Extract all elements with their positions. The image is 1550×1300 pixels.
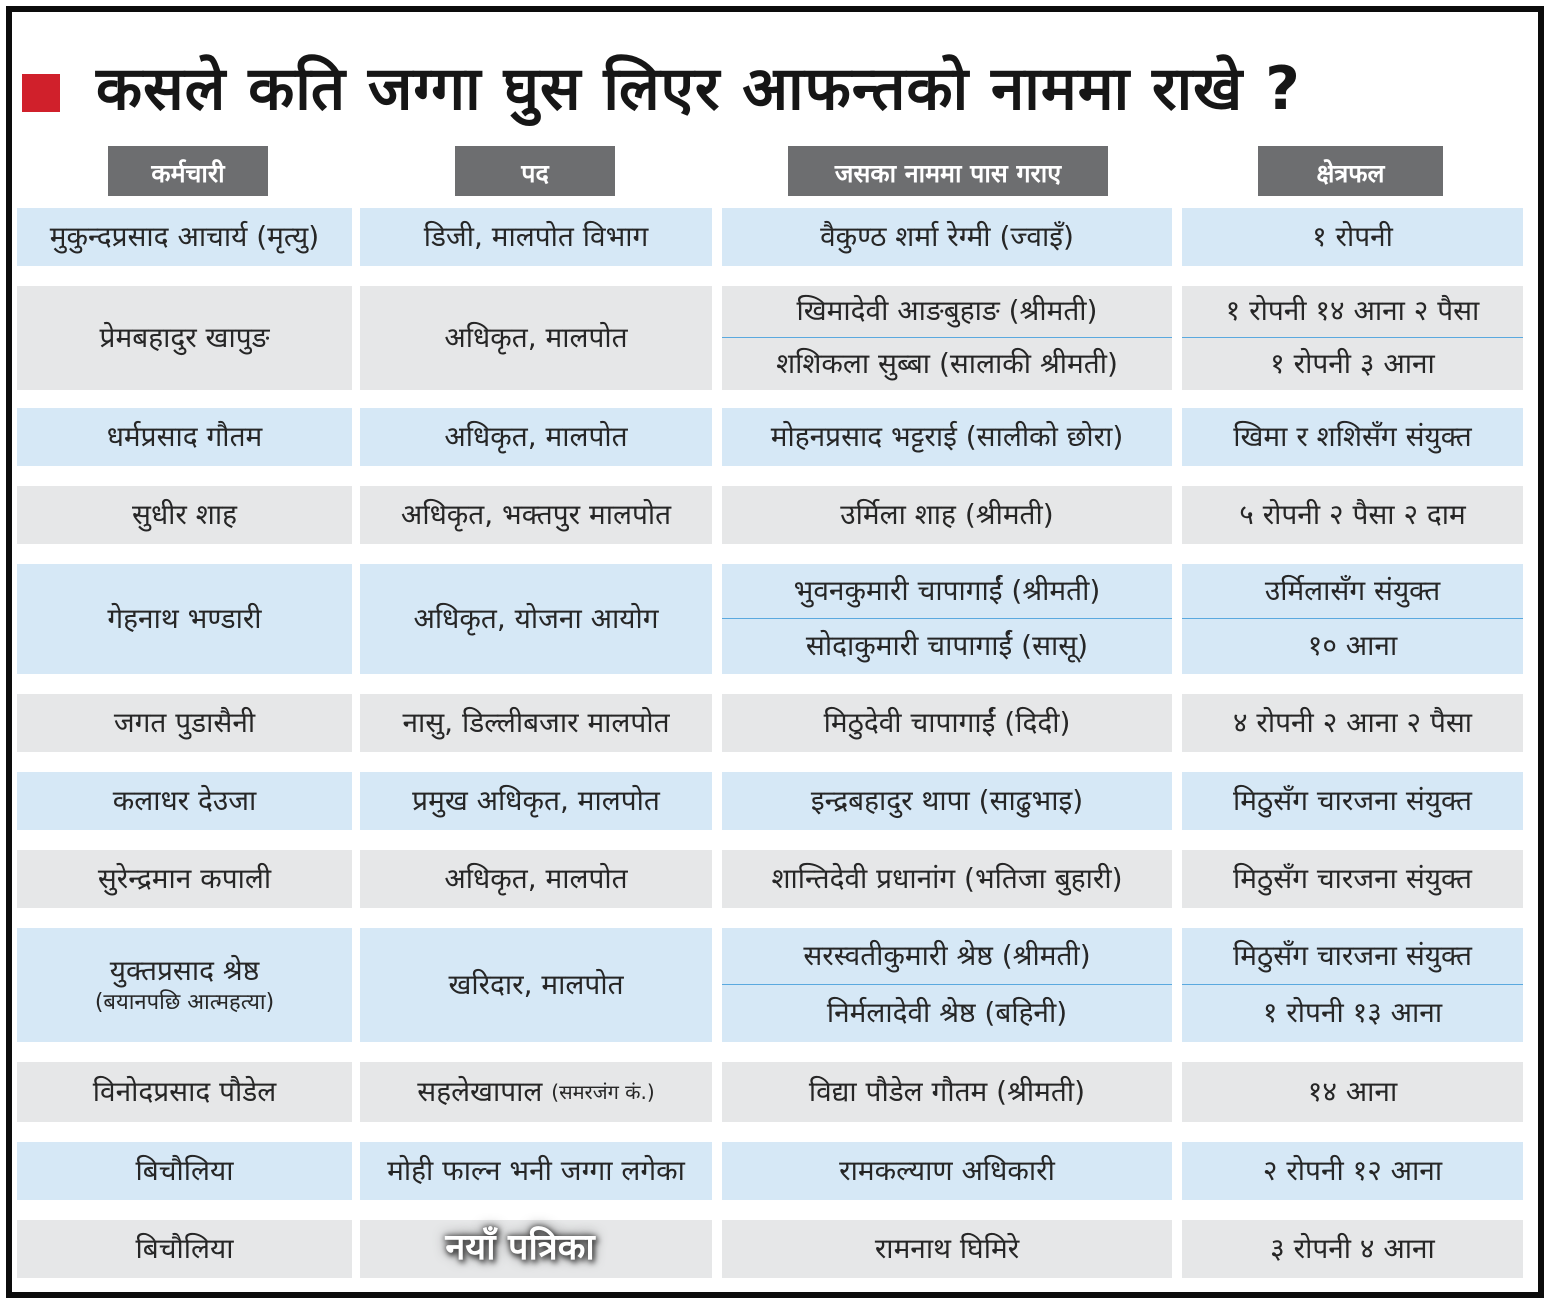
row5-area: ४ रोपनी २ आना २ पैसा xyxy=(1182,694,1523,752)
row10-post: मोही फाल्न भनी जग्गा लगेका xyxy=(360,1142,712,1200)
row0-employee: मुकुन्दप्रसाद आचार्य (मृत्यु) xyxy=(17,208,352,266)
row4-area-1: उर्मिलासँग संयुक्त xyxy=(1182,564,1523,619)
row6-name: इन्द्रबहादुर थापा (साढुभाइ) xyxy=(722,772,1172,830)
row4-employee: गेहनाथ भण्डारी xyxy=(17,564,352,674)
row8-area-2: १ रोपनी १३ आना xyxy=(1262,996,1443,1030)
row11-area: ३ रोपनी ४ आना xyxy=(1182,1220,1523,1278)
row2-post: अधिकृत, मालपोत xyxy=(360,408,712,466)
row1-post: अधिकृत, मालपोत xyxy=(360,286,712,390)
newspaper-watermark: नयाँ पत्रिका xyxy=(445,1227,595,1268)
row9-post-note: (समरजंग कं.) xyxy=(551,1080,655,1104)
row8-employee xyxy=(17,928,352,1042)
row1-employee: प्रेमबहादुर खापुङ xyxy=(17,286,352,390)
header-area: क्षेत्रफल xyxy=(1258,146,1443,196)
row6-employee: कलाधर देउजा xyxy=(17,772,352,830)
row11-name: रामनाथ घिमिरे xyxy=(722,1220,1172,1278)
row1-name-2: शशिकला सुब्बा (सालाकी श्रीमती) xyxy=(776,346,1118,380)
row1-area-2: १ रोपनी ३ आना xyxy=(1270,346,1435,380)
row9-post xyxy=(360,1062,712,1122)
row9-name: विद्या पौडेल गौतम (श्रीमती) xyxy=(722,1062,1172,1122)
row8-area-1: मिठुसँग चारजना संयुक्त xyxy=(1182,928,1523,985)
row8-employee-name: युक्तप्रसाद श्रेष्ठ xyxy=(109,953,260,987)
row1-areas xyxy=(1182,286,1523,390)
row7-employee: सुरेन्द्रमान कपाली xyxy=(17,850,352,908)
row4-name-1: भुवनकुमारी चापागाईं (श्रीमती) xyxy=(722,564,1172,619)
row9-post-text: सहलेखापाल xyxy=(417,1074,543,1108)
row9-area: १४ आना xyxy=(1182,1062,1523,1122)
row10-area: २ रोपनी १२ आना xyxy=(1182,1142,1523,1200)
row4-post: अधिकृत, योजना आयोग xyxy=(360,564,712,674)
row11-employee: बिचौलिया xyxy=(17,1220,352,1278)
row5-post: नासु, डिल्लीबजार मालपोत xyxy=(360,694,712,752)
row4-areas xyxy=(1182,564,1523,674)
row3-employee: सुधीर शाह xyxy=(17,486,352,544)
row2-area: खिमा र शशिसँग संयुक्त xyxy=(1182,408,1523,466)
header-names: जसका नाममा पास गराए xyxy=(788,146,1108,196)
row3-post: अधिकृत, भक्तपुर मालपोत xyxy=(360,486,712,544)
row8-name-1: सरस्वतीकुमारी श्रेष्ठ (श्रीमती) xyxy=(722,928,1172,985)
row8-names xyxy=(722,928,1172,1042)
row7-name: शान्तिदेवी प्रधानांग (भतिजा बुहारी) xyxy=(722,850,1172,908)
row10-name: रामकल्याण अधिकारी xyxy=(722,1142,1172,1200)
row6-area: मिठुसँग चारजना संयुक्त xyxy=(1182,772,1523,830)
row7-post: अधिकृत, मालपोत xyxy=(360,850,712,908)
row6-post: प्रमुख अधिकृत, मालपोत xyxy=(360,772,712,830)
row8-post: खरिदार, मालपोत xyxy=(360,928,712,1042)
row7-area: मिठुसँग चारजना संयुक्त xyxy=(1182,850,1523,908)
row10-employee: बिचौलिया xyxy=(17,1142,352,1200)
row0-area: १ रोपनी xyxy=(1182,208,1523,266)
row8-employee-note: (बयानपछि आत्महत्या) xyxy=(94,989,275,1015)
row8-areas xyxy=(1182,928,1523,1042)
page-title: कसले कति जग्गा घुस लिएर आफन्तको नाममा राखे ? xyxy=(96,54,1301,124)
header-employee: कर्मचारी xyxy=(108,146,268,196)
row1-area-1: १ रोपनी १४ आना २ पैसा xyxy=(1182,286,1523,338)
row1-names xyxy=(722,286,1172,390)
row2-name: मोहनप्रसाद भट्टराई (सालीको छोरा) xyxy=(722,408,1172,466)
row3-area: ५ रोपनी २ पैसा २ दाम xyxy=(1182,486,1523,544)
row0-name: वैकुण्ठ शर्मा रेग्मी (ज्वाइँ) xyxy=(722,208,1172,266)
row4-area-2: १० आना xyxy=(1307,629,1398,663)
row4-names xyxy=(722,564,1172,674)
row3-name: उर्मिला शाह (श्रीमती) xyxy=(722,486,1172,544)
row8-name-2: निर्मलादेवी श्रेष्ठ (बहिनी) xyxy=(826,996,1068,1030)
row5-employee: जगत पुडासैनी xyxy=(17,694,352,752)
row9-employee: विनोदप्रसाद पौडेल xyxy=(17,1062,352,1122)
row2-employee: धर्मप्रसाद गौतम xyxy=(17,408,352,466)
header-post: पद xyxy=(455,146,615,196)
row1-name-1: खिमादेवी आङबुहाङ (श्रीमती) xyxy=(722,286,1172,338)
title-bullet-icon xyxy=(22,74,60,112)
row0-post: डिजी, मालपोत विभाग xyxy=(360,208,712,266)
row5-name: मिठुदेवी चापागाईं (दिदी) xyxy=(722,694,1172,752)
row4-name-2: सोदाकुमारी चापागाईं (सासू) xyxy=(805,629,1089,663)
